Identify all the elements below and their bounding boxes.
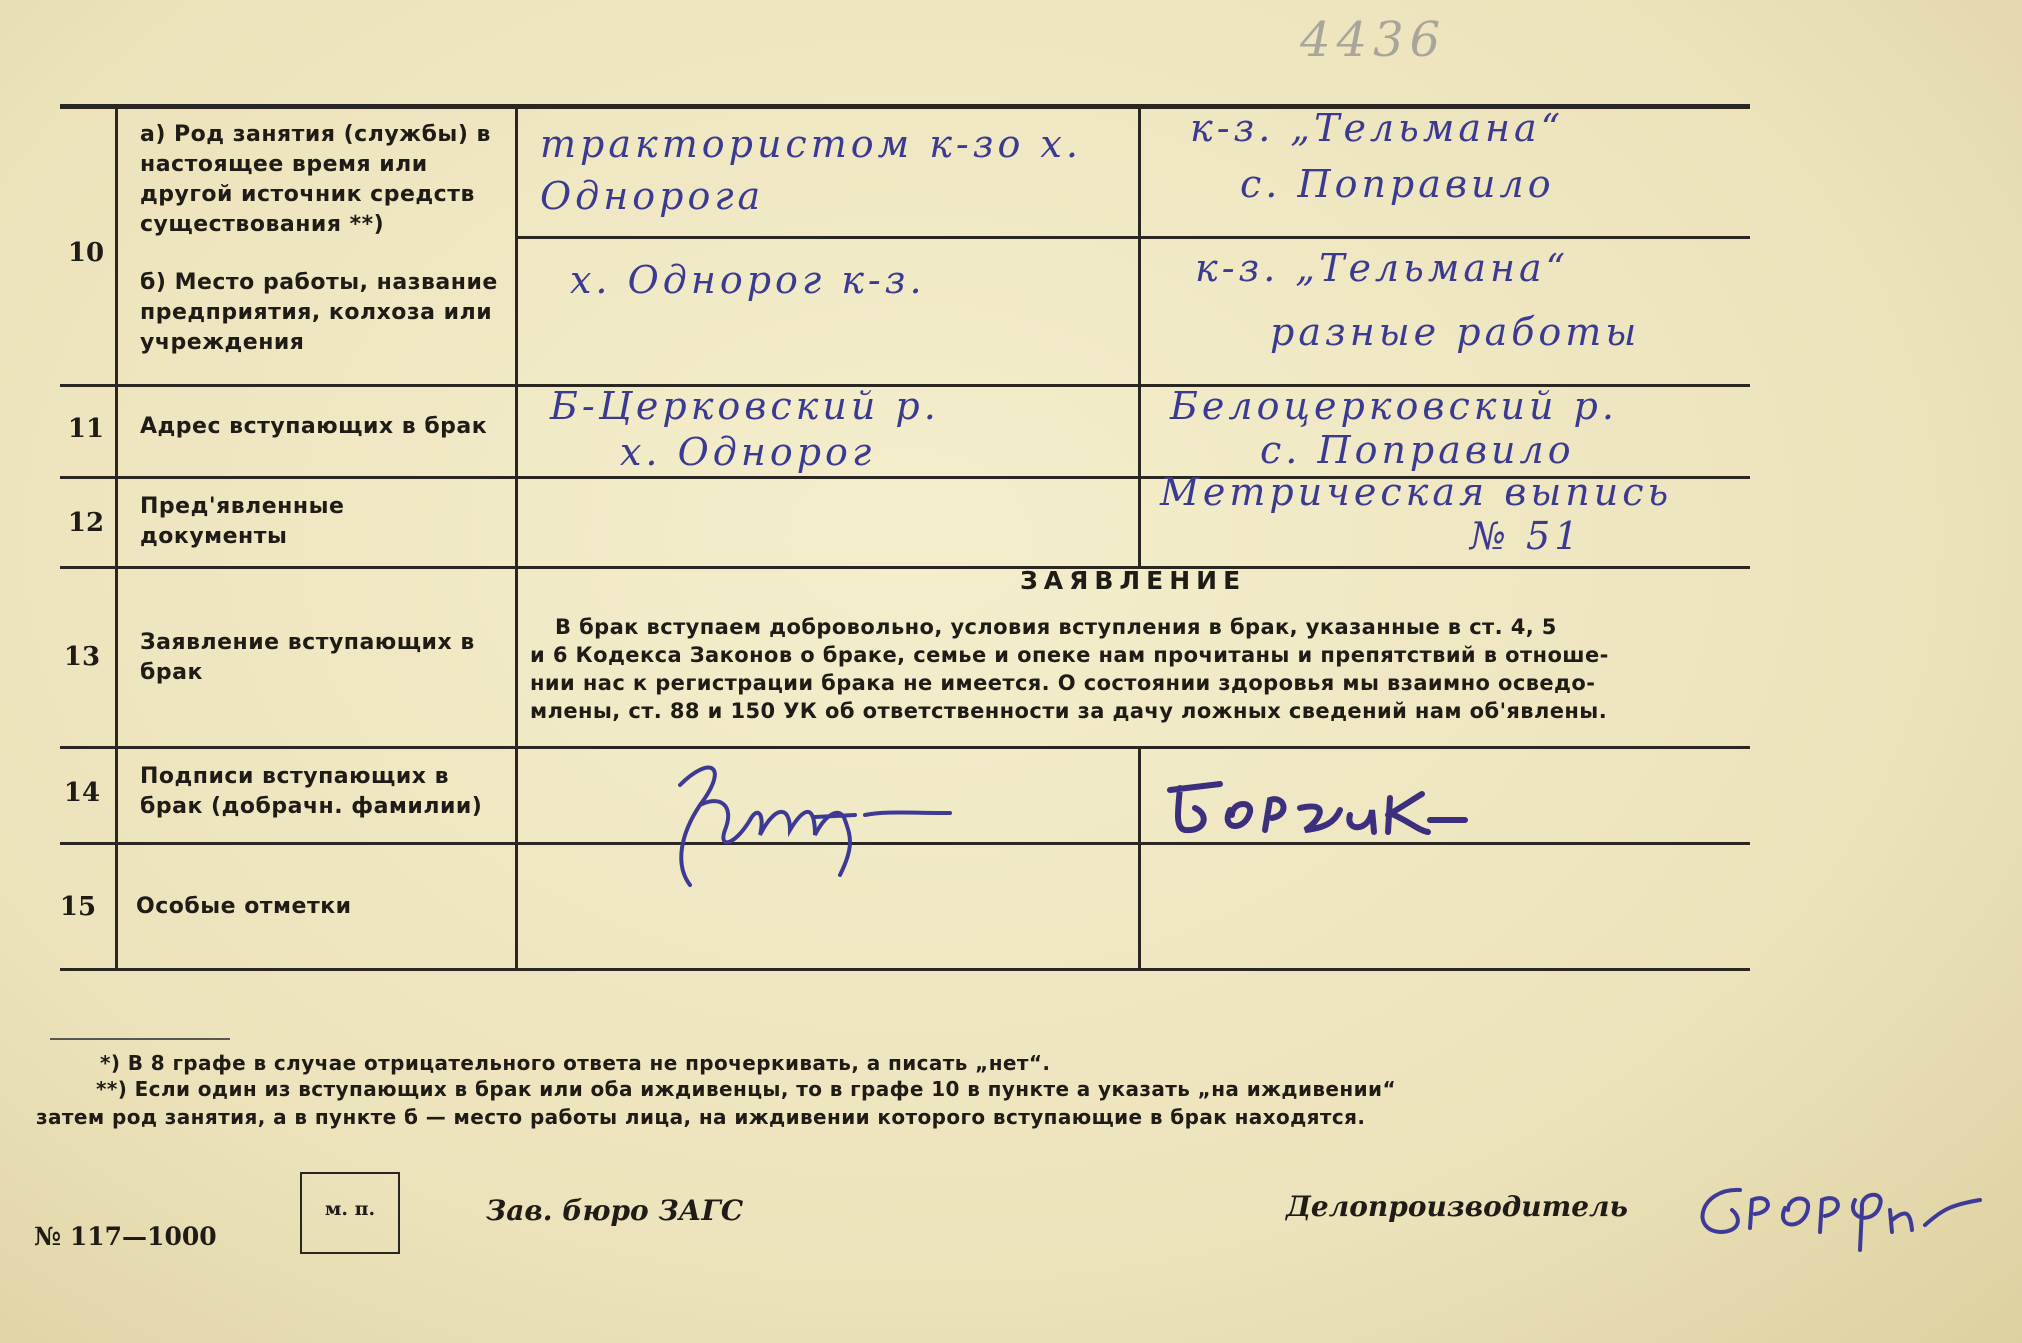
clerk-signature	[1680, 1170, 2010, 1260]
footnote-3: затем род занятия, а в пункте б — место работы лица, на иждивении которого вступающие в брак находятся.	[36, 1105, 1366, 1129]
statement-line3: нии нас к регистрации брака не имеется. О состоянии здоровья мы взаимно осведо-	[530, 671, 1596, 695]
statement-heading: ЗАЯВЛЕНИЕ	[1020, 566, 1247, 595]
row14-label: Подписи вступающих в брак (добрачн. фамилии)	[140, 764, 483, 819]
row10b-label: б) Место работы, название предприятия, колхоза или учреждения	[140, 270, 498, 355]
row13-label: Заявление вступающих в брак	[140, 630, 475, 685]
row12-bride-document-line1: Метрическая выпись	[1160, 470, 1673, 514]
row12-label: Пред'явленные документы	[140, 494, 345, 549]
row15-underline	[120, 968, 520, 970]
row10a-groom-value: трактористом к-зо х. Однорога	[540, 122, 1082, 218]
statement-line1: В брак вступаем добровольно, условия вступления в брак, указанные в ст. 4, 5	[555, 615, 1557, 639]
row10b-bride-value-line1: к-з. „Тельмана“	[1195, 246, 1570, 290]
row-number-14: 14	[63, 778, 101, 808]
row10b-bride-value-line2: разные работы	[1270, 310, 1641, 354]
stamp-box-top	[302, 1172, 398, 1174]
groom-signature	[640, 745, 970, 895]
statement-line4: млены, ст. 88 и 150 УК об ответственности за дачу ложных сведений нам об'явлены.	[530, 699, 1608, 723]
form-number: № 117—1000	[34, 1222, 217, 1251]
row-number-11: 11	[67, 414, 105, 444]
stamp-label: м. п.	[324, 1198, 376, 1220]
row15-label: Особые отметки	[136, 894, 352, 919]
row-number-12: 12	[67, 508, 105, 538]
row-number-13: 13	[63, 642, 101, 672]
row10a-bride-value-line1: к-з. „Тельмана“	[1190, 106, 1565, 150]
row-number-15: 15	[59, 892, 97, 922]
archive-number: 4436	[1300, 12, 1447, 68]
row-number-10: 10	[67, 238, 105, 268]
row11-bride-address-line2: с. Поправило	[1260, 428, 1575, 472]
row11-label: Адрес вступающих в брак	[140, 414, 488, 439]
row10a-bride-value-line2: с. Поправило	[1240, 162, 1555, 206]
row12-bottom-line	[60, 566, 1750, 569]
label-column-divider	[515, 104, 518, 970]
value-column-divider-bottom	[1138, 746, 1141, 968]
footnote-1: *) В 8 графе в случае отрицательного ответа не прочеркивать, а писать „нет“.	[100, 1051, 1051, 1075]
footnote-2: **) Если один из вступающих в брак или оба иждивенцы, то в графе 10 в пункте а указать „на иждивении“	[96, 1077, 1396, 1101]
stamp-box	[300, 1172, 400, 1254]
row10a-label: а) Род занятия (службы) в настоящее время или другой источник средств существования **)	[140, 122, 491, 237]
row11-groom-address-line2: х. Однорог	[620, 430, 876, 474]
row11-bride-address-line1: Белоцерковский р.	[1170, 384, 1618, 428]
clerk-label: Делопроизводитель	[1286, 1190, 1629, 1223]
registry-head-label: Зав. бюро ЗАГС	[486, 1194, 744, 1227]
row11-groom-address-line1: Б-Церковский р.	[550, 384, 940, 428]
row12-bride-document-line2: № 51	[1470, 514, 1583, 558]
bride-signature	[1160, 770, 1480, 850]
row10b-groom-value: х. Однорог к-з.	[570, 258, 926, 302]
statement-line2: и 6 Кодекса Законов о браке, семье и опеке нам прочитаны и препятствий в отноше-	[530, 643, 1609, 667]
row10a-bottom-line	[515, 236, 1750, 239]
footnote-rule	[50, 1038, 230, 1040]
value-column-divider-top	[1138, 104, 1141, 566]
